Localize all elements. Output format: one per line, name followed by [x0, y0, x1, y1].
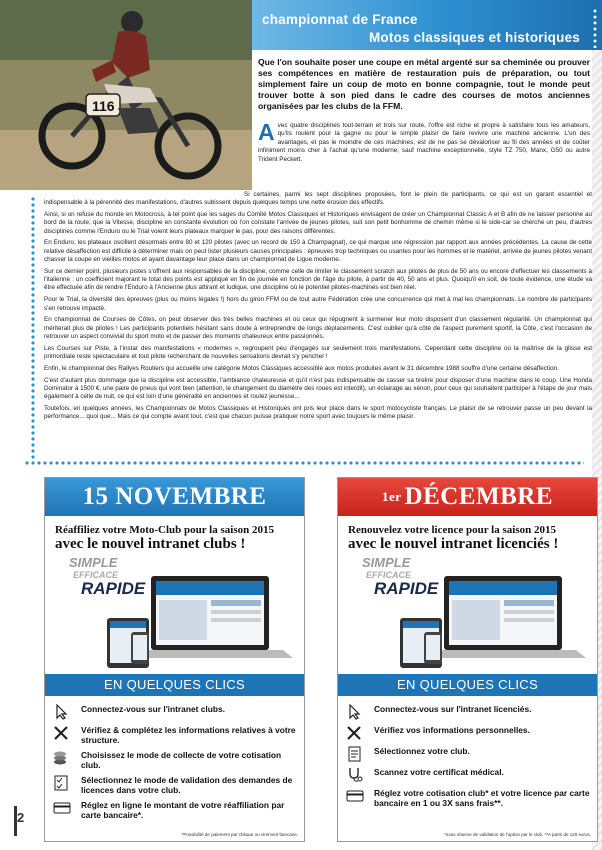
- stethoscope-icon: [346, 767, 364, 783]
- slogan-simple: SIMPLE: [362, 555, 411, 570]
- tools-icon: [53, 725, 71, 741]
- step-text: Réglez votre cotisation club* et votre licence par carte bancaire en 1 ou 3X sans frais**.: [374, 788, 590, 808]
- motorcycle-illustration: [0, 0, 252, 190]
- step-item: [53, 750, 298, 770]
- section-banner: [252, 0, 602, 50]
- cursor-icon: [53, 704, 71, 720]
- card-date-sup: 1er: [381, 489, 402, 504]
- paragraph: Sur ce dernier point, plusieurs pistes s'offrent aux responsables de la discipline, comme celle de limiter le classement scratch aux pilotes de plus de 50 ans ou encore d'effectuer les classements à l'italienne : un coefficient majorant le total des points est appliqué en fin de journée en fonction de l'âge du pilote, à partir de 40, 50 ans et plus. Quoiqu'il en soit, de toute évidence, une étude va être effectuée afin de rendre l'Enduro à l'Ancienne plus attirant et ludique, une discipline où le potentiel pilotes-machines est bien réel.: [44, 267, 592, 292]
- intro-text: vec quatre disciplines tout-terrain et trois sur route, l'offre est riche et propre à satisfaire tous les amateurs, qu'ils roulent pour la gagne ou pour le simple plaisir de faire revivre une machine ancienne. L'un des avantages, et pas le moindre de ces machines, est de ne pas se dévaloriser au fil des années et de coûter infiniment moins cher à l'achat qu'une moderne, sauf machine exceptionnelle, style TZ 750, Manx, G50 ou autre Trident Peckett.: [258, 122, 590, 163]
- step-item: [346, 767, 591, 783]
- banner-dots: [592, 8, 598, 48]
- svg-text:116: 116: [92, 98, 115, 114]
- footnote: *sous réserve de validation de l'option par le club. **A partir de 120 euros.: [444, 832, 591, 837]
- paragraph: Enfin, le championnat des Rallyes Routiers qui accueille une catégorie Motos Classiques accessible aux motos produites avant le 31 décembre 1988 souffre d'une certaine désaffection.: [44, 364, 559, 372]
- step-text: Connectez-vous sur l'intranet clubs.: [81, 704, 225, 714]
- clics-banner: EN QUELQUES CLICS: [45, 674, 304, 696]
- footnote: *Possibilité de paiement par chèque ou virement bancaire.: [181, 832, 298, 837]
- steps-list: [346, 704, 591, 813]
- step-text: Choisissez le mode de collecte de votre cotisation club.: [81, 750, 282, 770]
- paragraph: Ainsi, si on refuse du monde en Motocross, à tel point que les sages du Comité Motos Classiques et Historiques envisagent de créer un Championnat Classic A et B afin de ne laisser personne au bord de la route, que la Vitesse, discipline en constante évolution où l'on constate l'arrivée de jeunes pilotes, suit son petit bonhomme de chemin même si le side-car se cherche un peu, d'autres disciplines comme l'Enduro ou le Trial voient leurs plateaux marquer le pas, pour des raisons différentes.: [44, 211, 592, 235]
- step-text: Sélectionnez votre club.: [374, 746, 470, 756]
- devices-illustration: [400, 570, 590, 670]
- card-subtitle: Réaffiliez votre Moto-Club pour la saison 2015: [55, 524, 274, 536]
- dropcap: A: [258, 119, 275, 145]
- document-icon: [346, 746, 364, 762]
- clics-banner: EN QUELQUES CLICS: [338, 674, 597, 696]
- paragraph: Les Courses sur Piste, à l'instar des manifestations « modernes », regroupent peu d'engagés sur seulement trois manifestations. Cependant cette discipline où la maîtrise de la glisse est primordiale reste spectaculaire et tout pilote recherchant de nouvelles sensations devrait s'y pencher !: [44, 344, 592, 361]
- slogan-rapide: RAPIDE: [81, 579, 146, 598]
- cursor-icon: [346, 704, 364, 720]
- step-item: [53, 775, 298, 795]
- step-item: [346, 704, 591, 720]
- club-reaffiliation-card: [44, 477, 305, 842]
- paragraph: Pour le Trial, la diversité des épreuves (plus ou moins légales !) hors du giron FFM ou de tout autre Fédération crée une concurrence qui met à mal les championnats. Le nombre de participants s'en retrouve impacté.: [44, 296, 592, 312]
- step-text: Sélectionnez le mode de validation des demandes de licences dans votre club.: [81, 775, 293, 795]
- credit-card-icon: [53, 800, 71, 816]
- step-text: Connectez-vous sur l'intranet licenciés.: [374, 704, 532, 714]
- step-item: [53, 800, 298, 820]
- step-item: [346, 746, 591, 762]
- card-headline: avec le nouvel intranet licenciés !: [348, 536, 559, 552]
- step-text: Vérifiez vos informations personnelles.: [374, 725, 530, 735]
- step-item: [53, 704, 298, 720]
- page-number: 2: [17, 810, 25, 825]
- step-text: Vérifiez & complétez les informations relatives à votre structure.: [81, 725, 296, 745]
- step-text: Scannez votre certificat médical.: [374, 767, 504, 777]
- step-item: [346, 788, 591, 808]
- motocross-photo: [0, 0, 252, 190]
- paragraph: En championnat de Courses de Côtes, on peut observer des très belles machines et où ceux qui répugnent à surmener leur moto disposent d'un classement régularité. Un championnat qui mériterait plus de pilotes ! Les participants potentiels hésitant sans doute à entreprendre de longs déplacements. C'est oublier qu'à côté de l'aspect purement sportif, la Côte, c'est l'occasion de retrouver un aspect convivial du sport moto et de passer des moments chaleureux entre passionnés.: [44, 316, 592, 340]
- article-intro: [258, 119, 590, 164]
- credit-card-icon: [346, 788, 364, 804]
- tools-icon: [346, 725, 364, 741]
- card-date: DÉCEMBRE: [404, 483, 553, 510]
- steps-list: [53, 704, 298, 825]
- paragraph: Toutefois, en quelques années, les Championnats de Motos Classiques et Historiques ont pris leur place dans le sport motocycliste français. Le plaisir de se retrouver passe un peu devant la performance... quoi que... Mais ce qui compte avant tout, c'est que chacun puisse pratiquer notre sport avec toujours le même plaisir.: [44, 405, 592, 421]
- banner-title-line1: championnat de France: [262, 12, 418, 27]
- slogan-rapide: RAPIDE: [374, 579, 439, 598]
- step-item: [346, 725, 591, 741]
- article-lead: Que l'on souhaite poser une coupe en métal argenté sur sa cheminée ou prouver ses compétences en matière de restauration puis de préparation, ou tout simplement faire un coup de moto en bonne compagnie, tout le monde peut trouver botte à son pied dans le cadre des courses de motos anciennes organisées par les clubs de la FFM.: [258, 57, 590, 111]
- dotted-divider: [24, 460, 584, 466]
- banner-title-line2: Motos classiques et historiques: [368, 30, 580, 45]
- license-renewal-card: [337, 477, 598, 842]
- slogan-efficace: EFFICACE: [73, 570, 118, 580]
- checklist-icon: [53, 775, 71, 791]
- dotted-column-rule: [30, 196, 36, 460]
- card-subtitle: Renouvelez votre licence pour la saison 2015: [348, 524, 556, 536]
- paragraph: Si certaines, parmi les sept disciplines proposées, font le plein de participants, ce qui est un garant essentiel et indispensable à la pérennité des manifestations, d'autres subissent depuis quelques temps une nette érosion des effectifs.: [44, 191, 592, 207]
- card-date-header: [338, 478, 597, 516]
- card-date-header: [45, 478, 304, 516]
- step-item: [53, 725, 298, 745]
- article-body: [44, 191, 592, 425]
- coins-icon: [53, 750, 71, 766]
- paragraph: C'est d'autant plus dommage que la discipline est accessible, l'ambiance chaleureuse et qu'il n'est pas indispensable de casser sa tirelire pour disposer d'une machine dans le coup. Une Honda Dominator à 1500 €, une paire de pneus qui vont bien (attention, le changement du diamètre des roues est interdit), un éclairage au xénon, pour ceux qui souhaitent participer à l'étape de jour mais également à celle de nuit, ce qui est loin d'une généralité en anciennes et roulez jeunesse...: [44, 376, 592, 401]
- card-headline: avec le nouvel intranet clubs !: [55, 536, 246, 552]
- slogan-efficace: EFFICACE: [366, 570, 411, 580]
- paragraph: En Enduro, les plateaux oscillent désormais entre 80 et 120 pilotes (avec un record de 150 à Champagnat), ce qui marque une régression par rapport aux années précédentes. La cause de cette relative désaffection est difficile à déterminer mais on peut lister plusieurs causes principales : épreuves trop techniques ou usantes pour les hommes et le matériel, arrivée de jeunes pilotes venant chasser la coupe en vieilles motos et ayant davantage leur place dans un championnat de Ligue moderne.: [44, 239, 592, 264]
- slogan-simple: SIMPLE: [69, 555, 118, 570]
- devices-illustration: [107, 570, 297, 670]
- step-text: Réglez en ligne le montant de votre réaffiliation par carte bancaire*.: [81, 800, 285, 820]
- card-date: 15 NOVEMBRE: [82, 483, 267, 510]
